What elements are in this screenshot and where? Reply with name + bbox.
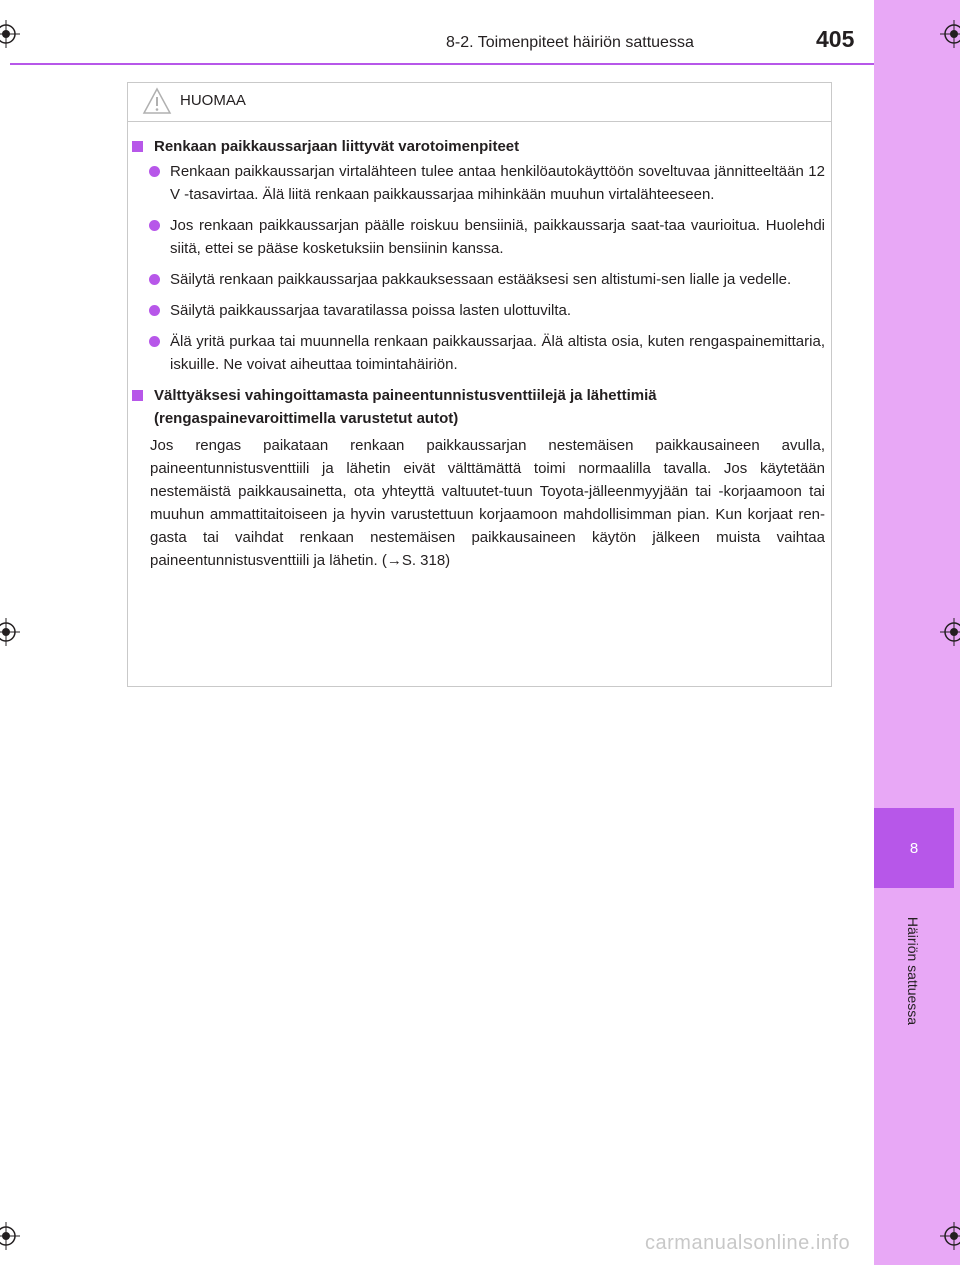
chapter-label: [900, 896, 926, 1046]
list-item-text: Säilytä renkaan paikkaussarjaa pakkauksessaan estääksesi sen altistumi-sen lialle ja vedelle.: [170, 271, 792, 288]
caution-header: [128, 83, 831, 122]
chapter-label-text: Häiriön sattuessa: [905, 916, 922, 1026]
list-item: [128, 299, 833, 322]
chapter-number: 8: [874, 808, 954, 888]
header-title: 8-2. Toimenpiteet häiriön sattuessa: [446, 34, 694, 51]
list-item-text: Säilytä paikkaussarjaa tavaratilassa poissa lasten ulottuvilta.: [170, 302, 572, 319]
caution-title: HUOMAA: [180, 92, 246, 109]
circle-bullet-icon: [149, 274, 160, 285]
section-heading: [128, 135, 833, 158]
square-bullet-icon: [132, 390, 143, 401]
registration-mark-icon: [940, 20, 960, 48]
registration-mark-icon: [0, 1222, 20, 1250]
list-item: [128, 268, 833, 291]
header-rule: [10, 63, 874, 65]
list-item: [128, 160, 833, 206]
caution-content: [128, 135, 833, 572]
circle-bullet-icon: [149, 220, 160, 231]
warning-triangle-icon: [142, 87, 172, 120]
circle-bullet-icon: [149, 336, 160, 347]
registration-mark-icon: [940, 1222, 960, 1250]
registration-mark-icon: [940, 618, 960, 646]
section-heading: [128, 384, 833, 430]
list-item-text: Jos renkaan paikkaussarjan päälle roiskuu bensiiniä, paikkaussarja saat-taa vaurioitua. Huolehdi siitä, ettei se pääse kosketuksiin bensiinin kanssa.: [170, 217, 825, 257]
list-item: [128, 330, 833, 376]
list-item-text: Renkaan paikkaussarjan virtalähteen tulee antaa henkilöautokäyttöön soveltuvaa jännitteeltään 12 V -tasavirtaa. Älä liitä renkaan paikkaussarjaa mihinkään muuhun virtalähteeseen.: [170, 163, 825, 203]
registration-mark-icon: [0, 618, 20, 646]
registration-mark-icon: [0, 20, 20, 48]
section-heading-text: Välttyäksesi vahingoittamasta paineentunnistusventtiilejä ja lähettimiä (rengaspainevaroittimella varustetut autot): [154, 387, 657, 427]
list-item: [128, 214, 833, 260]
section-heading-text: Renkaan paikkaussarjaan liittyvät varotoimenpiteet: [154, 138, 520, 155]
circle-bullet-icon: [149, 166, 160, 177]
list-item-text: Älä yritä purkaa tai muunnella renkaan paikkaussarjaa. Älä altista osia, kuten rengaspainemittaria, iskuille. Ne voivat aiheuttaa toimintahäiriön.: [170, 333, 825, 373]
page-number: 405: [816, 26, 855, 52]
caution-box: [127, 82, 832, 687]
watermark: carmanualsonline.info: [645, 1232, 851, 1254]
square-bullet-icon: [132, 141, 143, 152]
section-paragraph: Jos rengas paikataan renkaan paikkaussarjan nestemäisen paikkausaineen avulla, paineentunnistusventtiili ja lähetin eivät välttämättä toimi normaalilla tavalla. Jos käytetään nestemäistä paikkausainetta, ota yhteyttä valtuutet-tuun Toyota-jälleenmyyjään tai -korjaamoon tai muuhun ammattitaitoiseen ja hyvin varustettuun korjaamoon mahdollisimman pian. Kun korjaat ren-gasta tai vaihdat renkaan nestemäisen paikkausaineen käytön jälkeen muista vaihtaa paineentunnistusventtiili ja lähetin. (→S. 318): [150, 437, 825, 569]
circle-bullet-icon: [149, 305, 160, 316]
